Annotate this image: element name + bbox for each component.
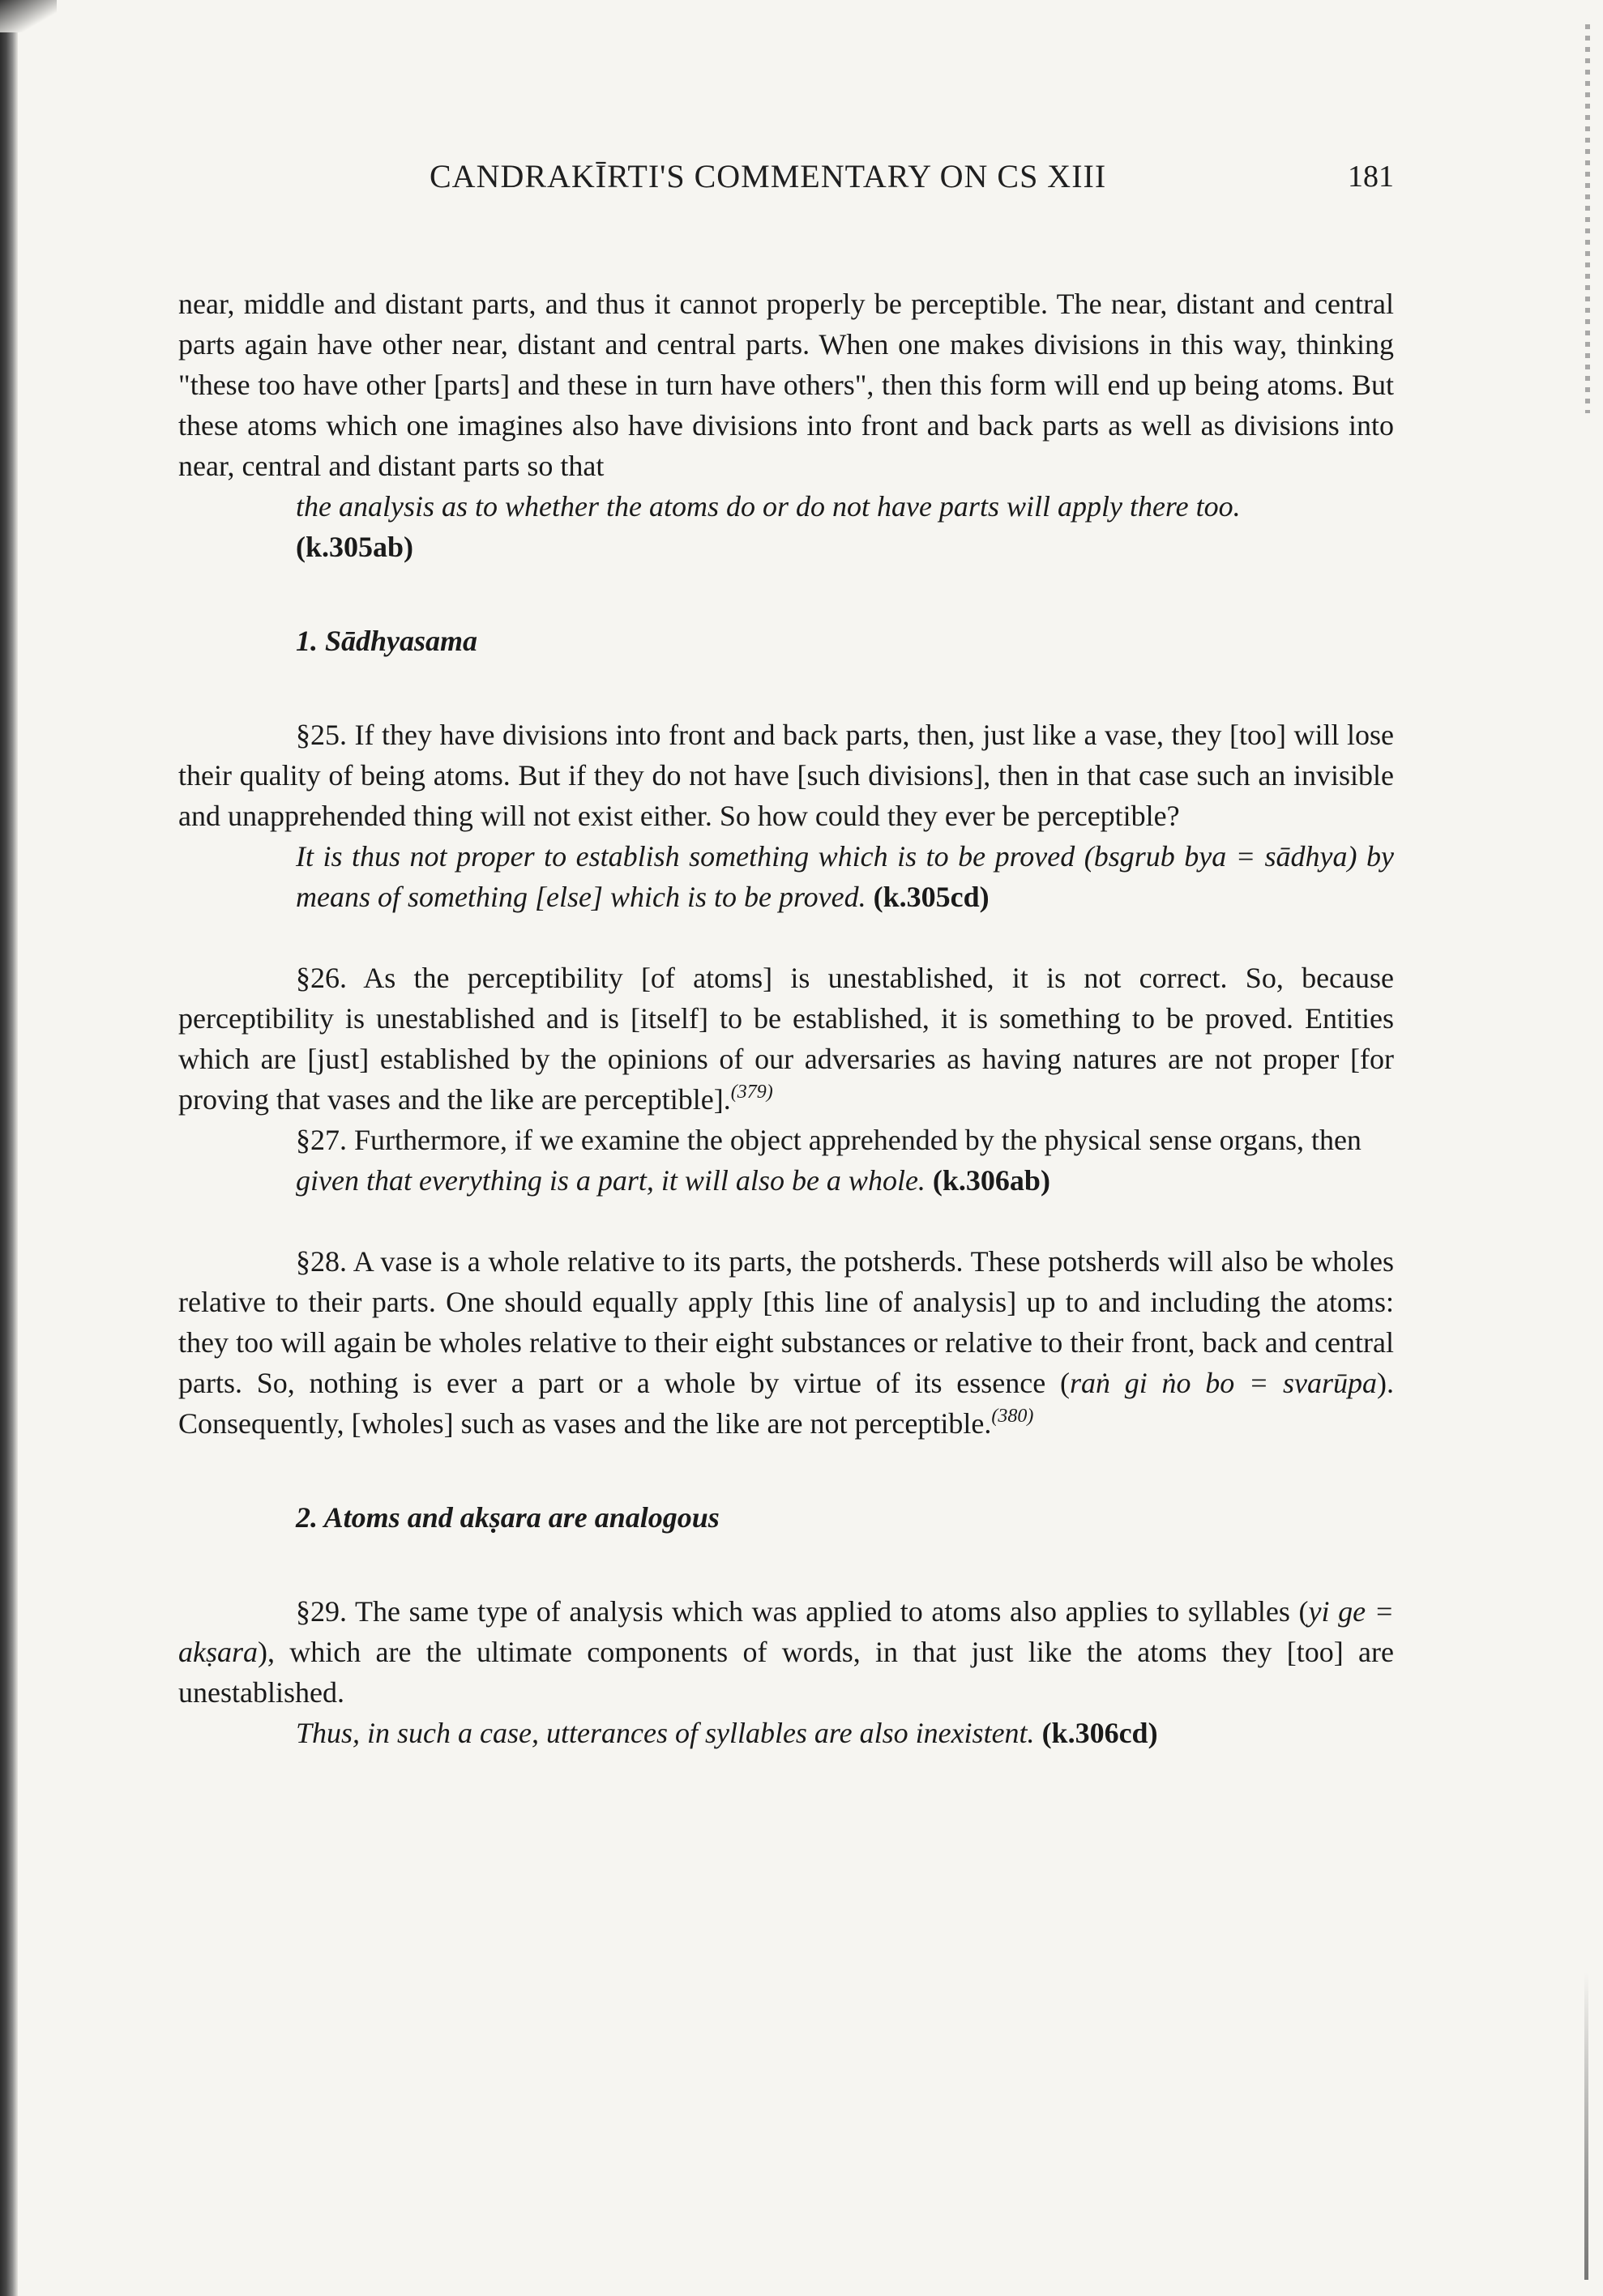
page-header bbox=[178, 151, 1394, 199]
running-title: CANDRAKĪRTI'S COMMENTARY ON CS XIII bbox=[430, 158, 1107, 194]
verse-reference: (k.306cd) bbox=[1041, 1717, 1158, 1749]
page-number: 181 bbox=[1348, 160, 1394, 194]
paragraph-text: §28. A vase is a whole relative to its parts, the potsherds. These potsherds will also be wholes relative to their parts. One should equally apply [this line of analysis] up to and including the atoms: they too will again be wholes relative to their eight substances or relative to their front, back and central parts. So, nothing is ever a part or a whole by virtue of its essence ( bbox=[178, 1245, 1394, 1399]
verse-text: Thus, in such a case, utterances of syllables are also inexistent. bbox=[296, 1717, 1035, 1749]
section-heading-sadhyasama: 1. Sādhyasama bbox=[296, 625, 478, 657]
verse-quote-306ab bbox=[296, 1160, 1394, 1201]
scan-shadow-left bbox=[0, 0, 18, 2296]
tibetan-term: yi ge = akṣara bbox=[178, 1595, 1394, 1668]
footnote-marker: (380) bbox=[991, 1406, 1034, 1427]
verse-text: the analysis as to whether the atoms do or do not have parts will apply there too. bbox=[296, 490, 1241, 523]
verse-reference: (k.306ab) bbox=[932, 1164, 1050, 1197]
tibetan-term: raṅ gi ṅo bo = svarūpa bbox=[1069, 1367, 1377, 1399]
verse-text: It is thus not proper to establish something which is to be proved (bsgrub bya = sādhya) by means of something [else] which is to be proved. bbox=[296, 840, 1394, 913]
verse-text: given that everything is a part, it will also be a whole. bbox=[296, 1164, 925, 1197]
paragraph-continued: near, middle and distant parts, and thus it cannot properly be perceptible. The near, distant and central parts again have other near, distant and central parts. When one makes divisions in this way, thinking "these too have other [parts] and these in turn have others", then this form will end up being atoms. But these atoms which one imagines also have divisions into front and back parts as well as divisions into near, central and distant parts so that bbox=[178, 288, 1394, 482]
scan-noise-right bbox=[1585, 24, 1590, 413]
verse-quote-306cd bbox=[296, 1713, 1394, 1753]
paragraph-25: §25. If they have divisions into front and back parts, then, just like a vase, they [too] will lose their quality of being atoms. But if they do not have [such divisions], then in that case such an invisible and unapprehended thing will not exist either. So how could they ever be perceptible? bbox=[178, 719, 1394, 832]
paragraph-28 bbox=[178, 1241, 1394, 1444]
scan-shadow-right bbox=[1584, 1972, 1588, 2280]
section-heading-atoms-aksara: 2. Atoms and akṣara are analogous bbox=[296, 1501, 720, 1534]
page-body bbox=[178, 284, 1394, 1753]
verse-reference: (k.305cd) bbox=[873, 881, 990, 913]
paragraph-text: ). Consequently, [wholes] such as vases and the like are not perceptible. bbox=[178, 1367, 1394, 1440]
paragraph-27: §27. Furthermore, if we examine the object apprehended by the physical sense organs, then bbox=[296, 1124, 1361, 1156]
footnote-marker: (379) bbox=[730, 1082, 773, 1103]
verse-quote-305cd bbox=[296, 836, 1394, 917]
paragraph-29 bbox=[178, 1591, 1394, 1713]
verse-quote-305ab bbox=[296, 486, 1394, 527]
paragraph-text: §26. As the perceptibility [of atoms] is unestablished, it is not correct. So, because perceptibility is unestablished and is [itself] to be established, it is something to be proved. Entities which are [just] established by the opinions of our adversaries as having natures are not proper [for proving that vases and the like are perceptible]. bbox=[178, 962, 1394, 1116]
verse-ref-line bbox=[296, 527, 1394, 567]
paragraph-26 bbox=[178, 958, 1394, 1120]
paragraph-text: §29. The same type of analysis which was applied to atoms also applies to syllables ( bbox=[296, 1595, 1309, 1628]
paragraph-text: ), which are the ultimate components of words, in that just like the atoms they [too] are unestablished. bbox=[178, 1636, 1394, 1709]
verse-reference: (k.305ab) bbox=[296, 531, 414, 563]
